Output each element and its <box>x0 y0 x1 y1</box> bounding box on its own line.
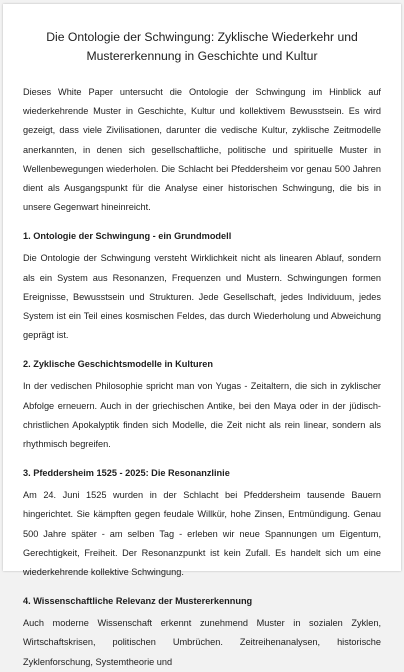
section-2-paragraph: In der vedischen Philosophie spricht man von Yugas - Zeitaltern, die sich in zyklischer Abfolge erneuern. Auch in der griechischen Antike, bei den Maya oder in der jüdisch-christlichen Apokalyptik finden sich Modelle, die Zeit nicht als rein linear, sondern als rhythmisch begreifen. <box>23 381 381 450</box>
section-1-heading: 1. Ontologie der Schwingung - ein Grundmodell <box>23 231 232 242</box>
section-3-paragraph: Am 24. Juni 1525 wurden in der Schlacht bei Pfeddersheim tausende Bauern hingerichtet. Sie kämpften gegen feudale Willkür, hohe Zinsen, Entmündigung. Genau 500 Jahre später - am selben Tag - erleben wir neue Spannungen um Eigentum, Gerechtigkeit, Freiheit. Der Resonanzpunkt ist kein Zufall. Es handelt sich um eine wiederkehrende kollektive Schwingung. <box>23 490 381 578</box>
document-body <box>23 83 381 672</box>
section-1-paragraph: Die Ontologie der Schwingung versteht Wirklichkeit nicht als linearen Ablauf, sondern als ein System aus Resonanzen, Frequenzen und Mustern. Schwingungen formen Ereignisse, Bewusstsein und Strukturen. Jede Gesellschaft, jedes Individuum, jedes System ist ein Teil eines kosmischen Feldes, das durch Wiederholung und Abweichung geprägt ist. <box>23 253 381 341</box>
document-page <box>3 4 401 667</box>
document-title: Die Ontologie der Schwingung: Zyklische Wiederkehr und Mustererkennung in Geschichte und Kultur <box>46 30 358 63</box>
intro-paragraph: Dieses White Paper untersucht die Ontologie der Schwingung im Hinblick auf wiederkehrende Muster in Geschichte, Kultur und kollektivem Bewusstsein. Es wird gezeigt, dass viele Zivilisationen, darunter die vedische Kultur, zyklische Zeitmodelle anerkannten, in denen sich gesellschaftliche, politische und spirituelle Muster in Wellenbewegungen wiederholen. Die Schlacht bei Pfeddersheim vor genau 500 Jahren dient als Ausgangspunkt für die Analyse einer historischen Schwingung, die bis in unsere Gegenwart hineinreicht. <box>23 87 381 213</box>
section-3-heading: 3. Pfeddersheim 1525 - 2025: Die Resonanzlinie <box>23 468 230 479</box>
section-4-paragraph: Auch moderne Wissenschaft erkennt zunehmend Muster in sozialen Zyklen, Wirtschaftskrisen, politischen Umbrüchen. Zeitreihenanalysen, historische Zyklenforschung, Systemtheorie und <box>23 618 381 667</box>
section-2-heading: 2. Zyklische Geschichtsmodelle in Kulturen <box>23 359 213 370</box>
section-4-heading: 4. Wissenschaftliche Relevanz der Mustererkennung <box>23 596 253 607</box>
